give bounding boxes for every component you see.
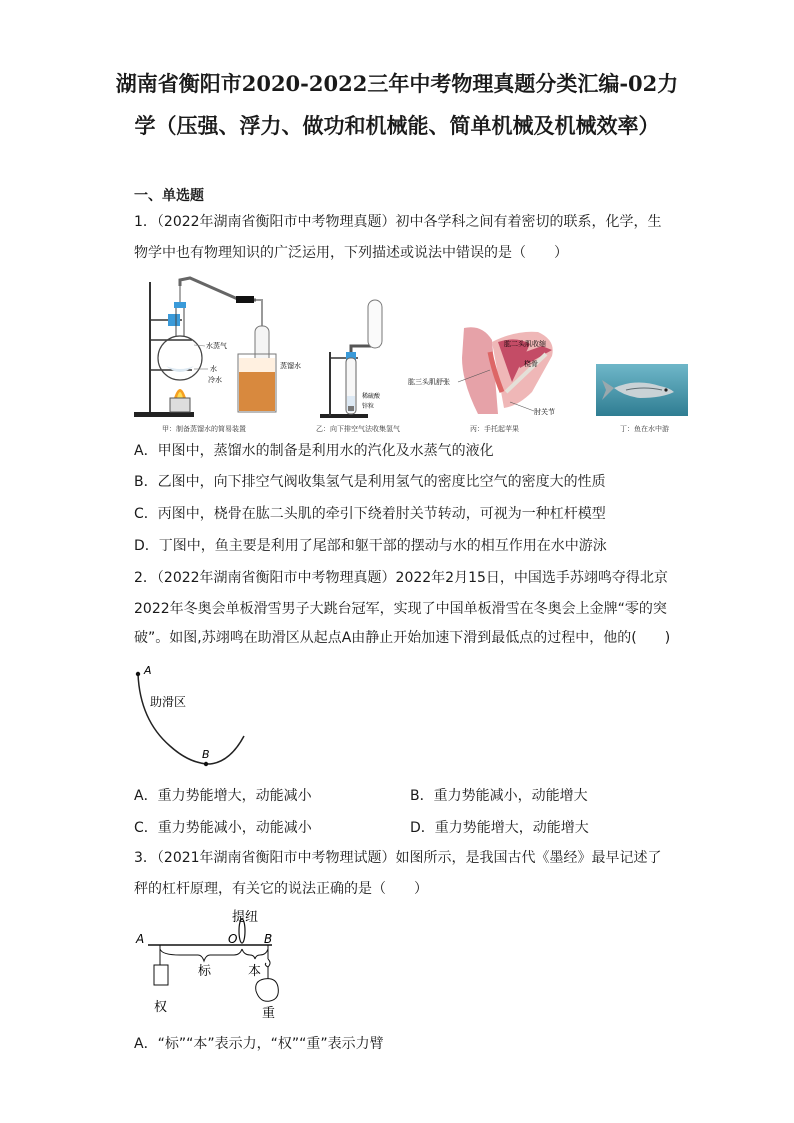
label-zinc: 锌粒 xyxy=(362,403,375,410)
fig-distillation xyxy=(130,272,301,424)
q2-stem-line1: 2．（2022年湖南省衡阳市中考物理真题）2022年2月15日，中国选手苏翊鸣夺得北京 xyxy=(134,570,668,586)
label-elbow: 肘关节 xyxy=(534,408,555,416)
section-heading: 一、单选题 xyxy=(134,188,204,204)
caption-ding: 丁：鱼在水中游 xyxy=(620,425,669,433)
label-biao: 标 xyxy=(198,964,212,979)
fig-fish-photo xyxy=(596,364,688,416)
label-steam: 水蒸气 xyxy=(206,342,227,350)
label-biceps: 肱二头肌收缩 xyxy=(504,340,546,348)
caption-yi: 乙：向下排空气法收集氢气 xyxy=(316,425,400,433)
q1-option-c: C．丙图中，桡骨在肱二头肌的牵引下绕着肘关节转动，可视为一种杠杆模型 xyxy=(134,506,606,522)
q2-option-d: D．重力势能增大，动能增大 xyxy=(410,820,589,836)
q2-option-c: C．重力势能减小，动能减小 xyxy=(134,820,312,836)
label-handle: 提纽 xyxy=(232,910,259,925)
caption-bing: 丙：手托起苹果 xyxy=(470,425,519,433)
q1-option-b: B．乙图中，向下排空气阀收集氢气是利用氢气的密度比空气的密度大的性质 xyxy=(134,474,606,490)
label-distilled: 蒸馏水 xyxy=(280,362,301,370)
q2-stem-line2: 2022年冬奥会单板滑雪男子大跳台冠军，实现了中国单板滑雪在冬奥会上金牌“零的突 xyxy=(134,601,667,617)
fig-steelyard xyxy=(130,905,300,1025)
label-dilute-acid: 稀硫酸 xyxy=(362,393,381,400)
q1-stem-line2: 物学中也有物理知识的广泛运用，下列描述或说法中错误的是（ ） xyxy=(134,245,568,261)
caption-jia: 甲：制备蒸馏水的简易装置 xyxy=(162,425,246,433)
point-a: A xyxy=(144,664,152,677)
fig-ski-slope xyxy=(130,660,250,770)
q2-option-b: B．重力势能减小，动能增大 xyxy=(410,788,588,804)
doc-title-line1: 湖南省衡阳市2020-2022三年中考物理真题分类汇编-02力 xyxy=(115,71,679,96)
label-water: 水 xyxy=(210,365,217,373)
label-triceps: 肱三头肌舒张 xyxy=(408,378,450,386)
q1-option-a: A．甲图中，蒸馏水的制备是利用水的汽化及水蒸气的液化 xyxy=(134,443,494,459)
q3-stem-line1: 3．（2021年湖南省衡阳市中考物理试题）如图所示，是我国古代《墨经》最早记述了 xyxy=(134,850,662,866)
fig-arm-lever xyxy=(406,322,576,424)
q2-option-a: A．重力势能增大，动能减小 xyxy=(134,788,312,804)
q3-stem-line2: 秤的杠杆原理，有关它的说法正确的是（ ） xyxy=(134,881,428,897)
q3-option-a: A．“标”“本”表示力，“权”“重”表示力臂 xyxy=(134,1036,384,1052)
label-ben: 本 xyxy=(248,964,262,979)
label-quan: 权 xyxy=(154,1000,168,1015)
label-point-b: B xyxy=(264,932,273,946)
label-point-a: A xyxy=(136,932,145,946)
doc-title-line2: 学（压强、浮力、做功和机械能、简单机械及机械效率） xyxy=(134,113,660,138)
label-zhong: 重 xyxy=(262,1006,276,1021)
q2-stem-line3: 破”。如图,苏翊鸣在助滑区从起点A由静止开始加速下滑到最低点的过程中，他的( ) xyxy=(134,630,671,646)
point-b: B xyxy=(202,748,210,761)
q1-stem-line1: 1．（2022年湖南省衡阳市中考物理真题）初中各学科之间有着密切的联系，化学，生 xyxy=(134,214,662,230)
label-cold-water: 冷水 xyxy=(208,376,222,384)
label-radius: 桡骨 xyxy=(524,360,538,368)
q1-option-d: D．丁图中，鱼主要是利用了尾部和躯干部的摆动与水的相互作用在水中游泳 xyxy=(134,538,607,554)
zone-label: 助滑区 xyxy=(150,695,187,709)
label-point-o: O xyxy=(228,932,238,946)
